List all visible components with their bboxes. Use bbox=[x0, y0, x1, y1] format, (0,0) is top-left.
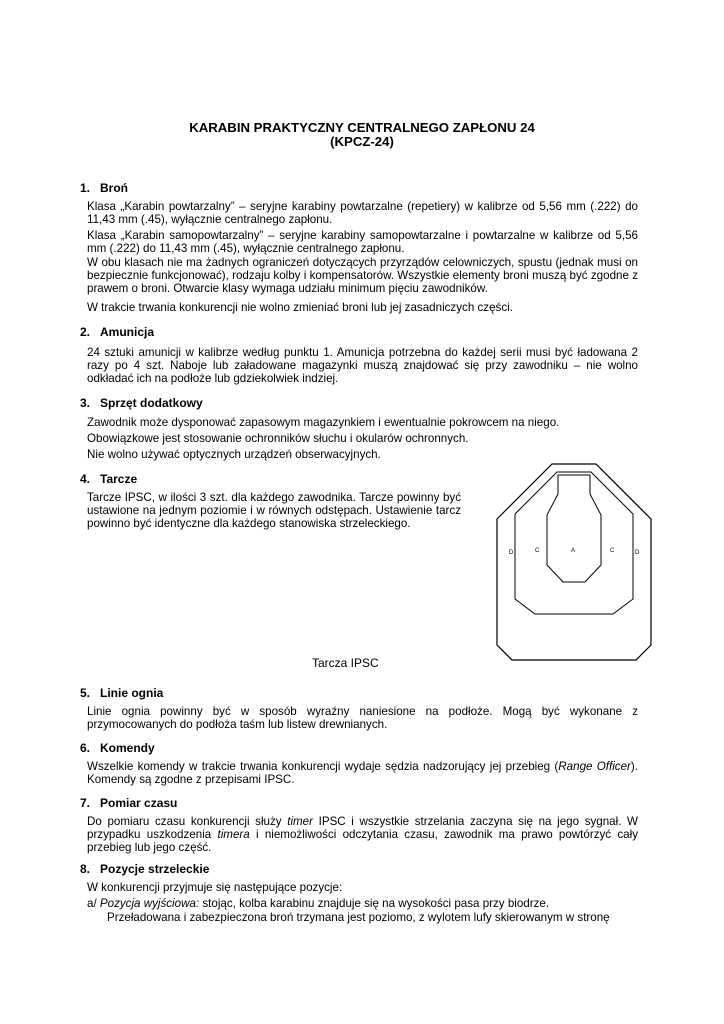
section-heading-komendy: 6. Komendy bbox=[80, 741, 155, 755]
zone-label-d-left: D bbox=[509, 550, 514, 556]
document-title-line1: KARABIN PRAKTYCZNY CENTRALNEGO ZAPŁONU 24 bbox=[189, 120, 535, 135]
zone-label-c-right: C bbox=[610, 548, 615, 554]
list-item: a/ Pozycja wyjściowa: stojąc, kolba karabinu znajduje się na wysokości pasa przy biodrze. bbox=[87, 897, 550, 910]
section-heading-linie-ognia: 5. Linie ognia bbox=[80, 686, 164, 700]
zone-label-d-right: D bbox=[635, 550, 640, 556]
list-marker: a/ bbox=[87, 897, 97, 910]
paragraph: Zawodnik może dysponować zapasowym magazynkiem i ewentualnie pokrowcem na niego. bbox=[87, 416, 560, 429]
paragraph: 24 sztuki amunicji w kalibrze według punktu 1. Amunicja potrzebna do każdej serii musi być ładowana 2 razy po 4 szt. Naboje lub załadowane magazynki muszą znajdować się przy zawodniku – nie wolno odkładać ich na podłoże lub gdziekolwiek indziej. bbox=[87, 346, 638, 386]
paragraph: Klasa „Karabin samopowtarzalny” – seryjne karabiny samopowtarzalne i powtarzalne w kalibrze od 5,56 mm (.222) do 11,43 mm (.45), wyłącznie centralnego zapłonu. bbox=[87, 229, 638, 256]
section-heading-tarcze: 4. Tarcze bbox=[80, 472, 138, 486]
section-heading-sprzet-dodatkowy: 3. Sprzęt dodatkowy bbox=[80, 396, 203, 410]
section-heading-bron: 1. Broń bbox=[80, 181, 128, 195]
figure-caption: Tarcza IPSC bbox=[312, 656, 379, 670]
zone-label-c-left: C bbox=[535, 548, 540, 554]
section-heading-pomiar-czasu: 7. Pomiar czasu bbox=[80, 796, 178, 810]
paragraph: Linie ognia powinny być w sposób wyraźny naniesione na podłoże. Mogą być wykonane z przymocowanych do podłoża taśm lub listew drewnianych. bbox=[87, 705, 638, 732]
paragraph: Klasa „Karabin powtarzalny” – seryjne karabiny powtarzalne (repetiery) w kalibrze od 5,56 mm (.222) do 11,43 mm (.45), wyłącznie centralnego zapłonu. bbox=[87, 200, 638, 227]
section-heading-amunicja: 2. Amunicja bbox=[80, 325, 155, 339]
paragraph: Wszelkie komendy w trakcie trwania konkurencji wydaje sędzia nadzorujący jej przebieg (Range Officer). Komendy są zgodne z przepisami IPSC. bbox=[87, 760, 638, 787]
paragraph: W konkurencji przyjmuje się następujące pozycje: bbox=[87, 881, 343, 894]
section-heading-pozycje-strzeleckie: 8. Pozycje strzeleckie bbox=[80, 862, 210, 876]
paragraph: Nie wolno używać optycznych urządzeń obserwacyjnych. bbox=[87, 448, 381, 461]
document-title-line2: (KPCZ-24) bbox=[330, 134, 394, 149]
paragraph: Do pomiaru czasu konkurencji służy timer IPSC i wszystkie strzelania zaczyna się na jego sygnał. W przypadku uszkodzenia timera i niemożliwości odczytania czasu, zawodnik ma prawo powtórzyć cały przebieg lub jego część. bbox=[87, 815, 638, 855]
paragraph: Tarcze IPSC, w ilości 3 szt. dla każdego zawodnika. Tarcze powinny być ustawione na jednym poziomie i w równych odstępach. Ustawienie tarcz powinno być identyczne dla każdego stanowiska strzeleckiego. bbox=[87, 491, 461, 531]
list-item-continuation: Przeładowana i zabezpieczona broń trzymana jest poziomo, z wylotem lufy skierowanym w stronę bbox=[107, 911, 610, 924]
paragraph: W trakcie trwania konkurencji nie wolno zmieniać broni lub jej zasadniczych części. bbox=[87, 301, 513, 314]
zone-label-a: A bbox=[571, 548, 576, 554]
paragraph: W obu klasach nie ma żadnych ograniczeń dotyczących przyrządów celowniczych, spustu (jednak musi on bezpiecznie funkcjonować), rodzaju kolby i kompensatorów. Wszystkie elementy broni muszą być zgodne z prawem o broni. Otwarcie klasy wymaga udziału minimum pięciu zawodników. bbox=[87, 256, 638, 296]
ipsc-target-diagram bbox=[494, 462, 654, 662]
paragraph: Obowiązkowe jest stosowanie ochronników słuchu i okularów ochronnych. bbox=[87, 432, 469, 445]
